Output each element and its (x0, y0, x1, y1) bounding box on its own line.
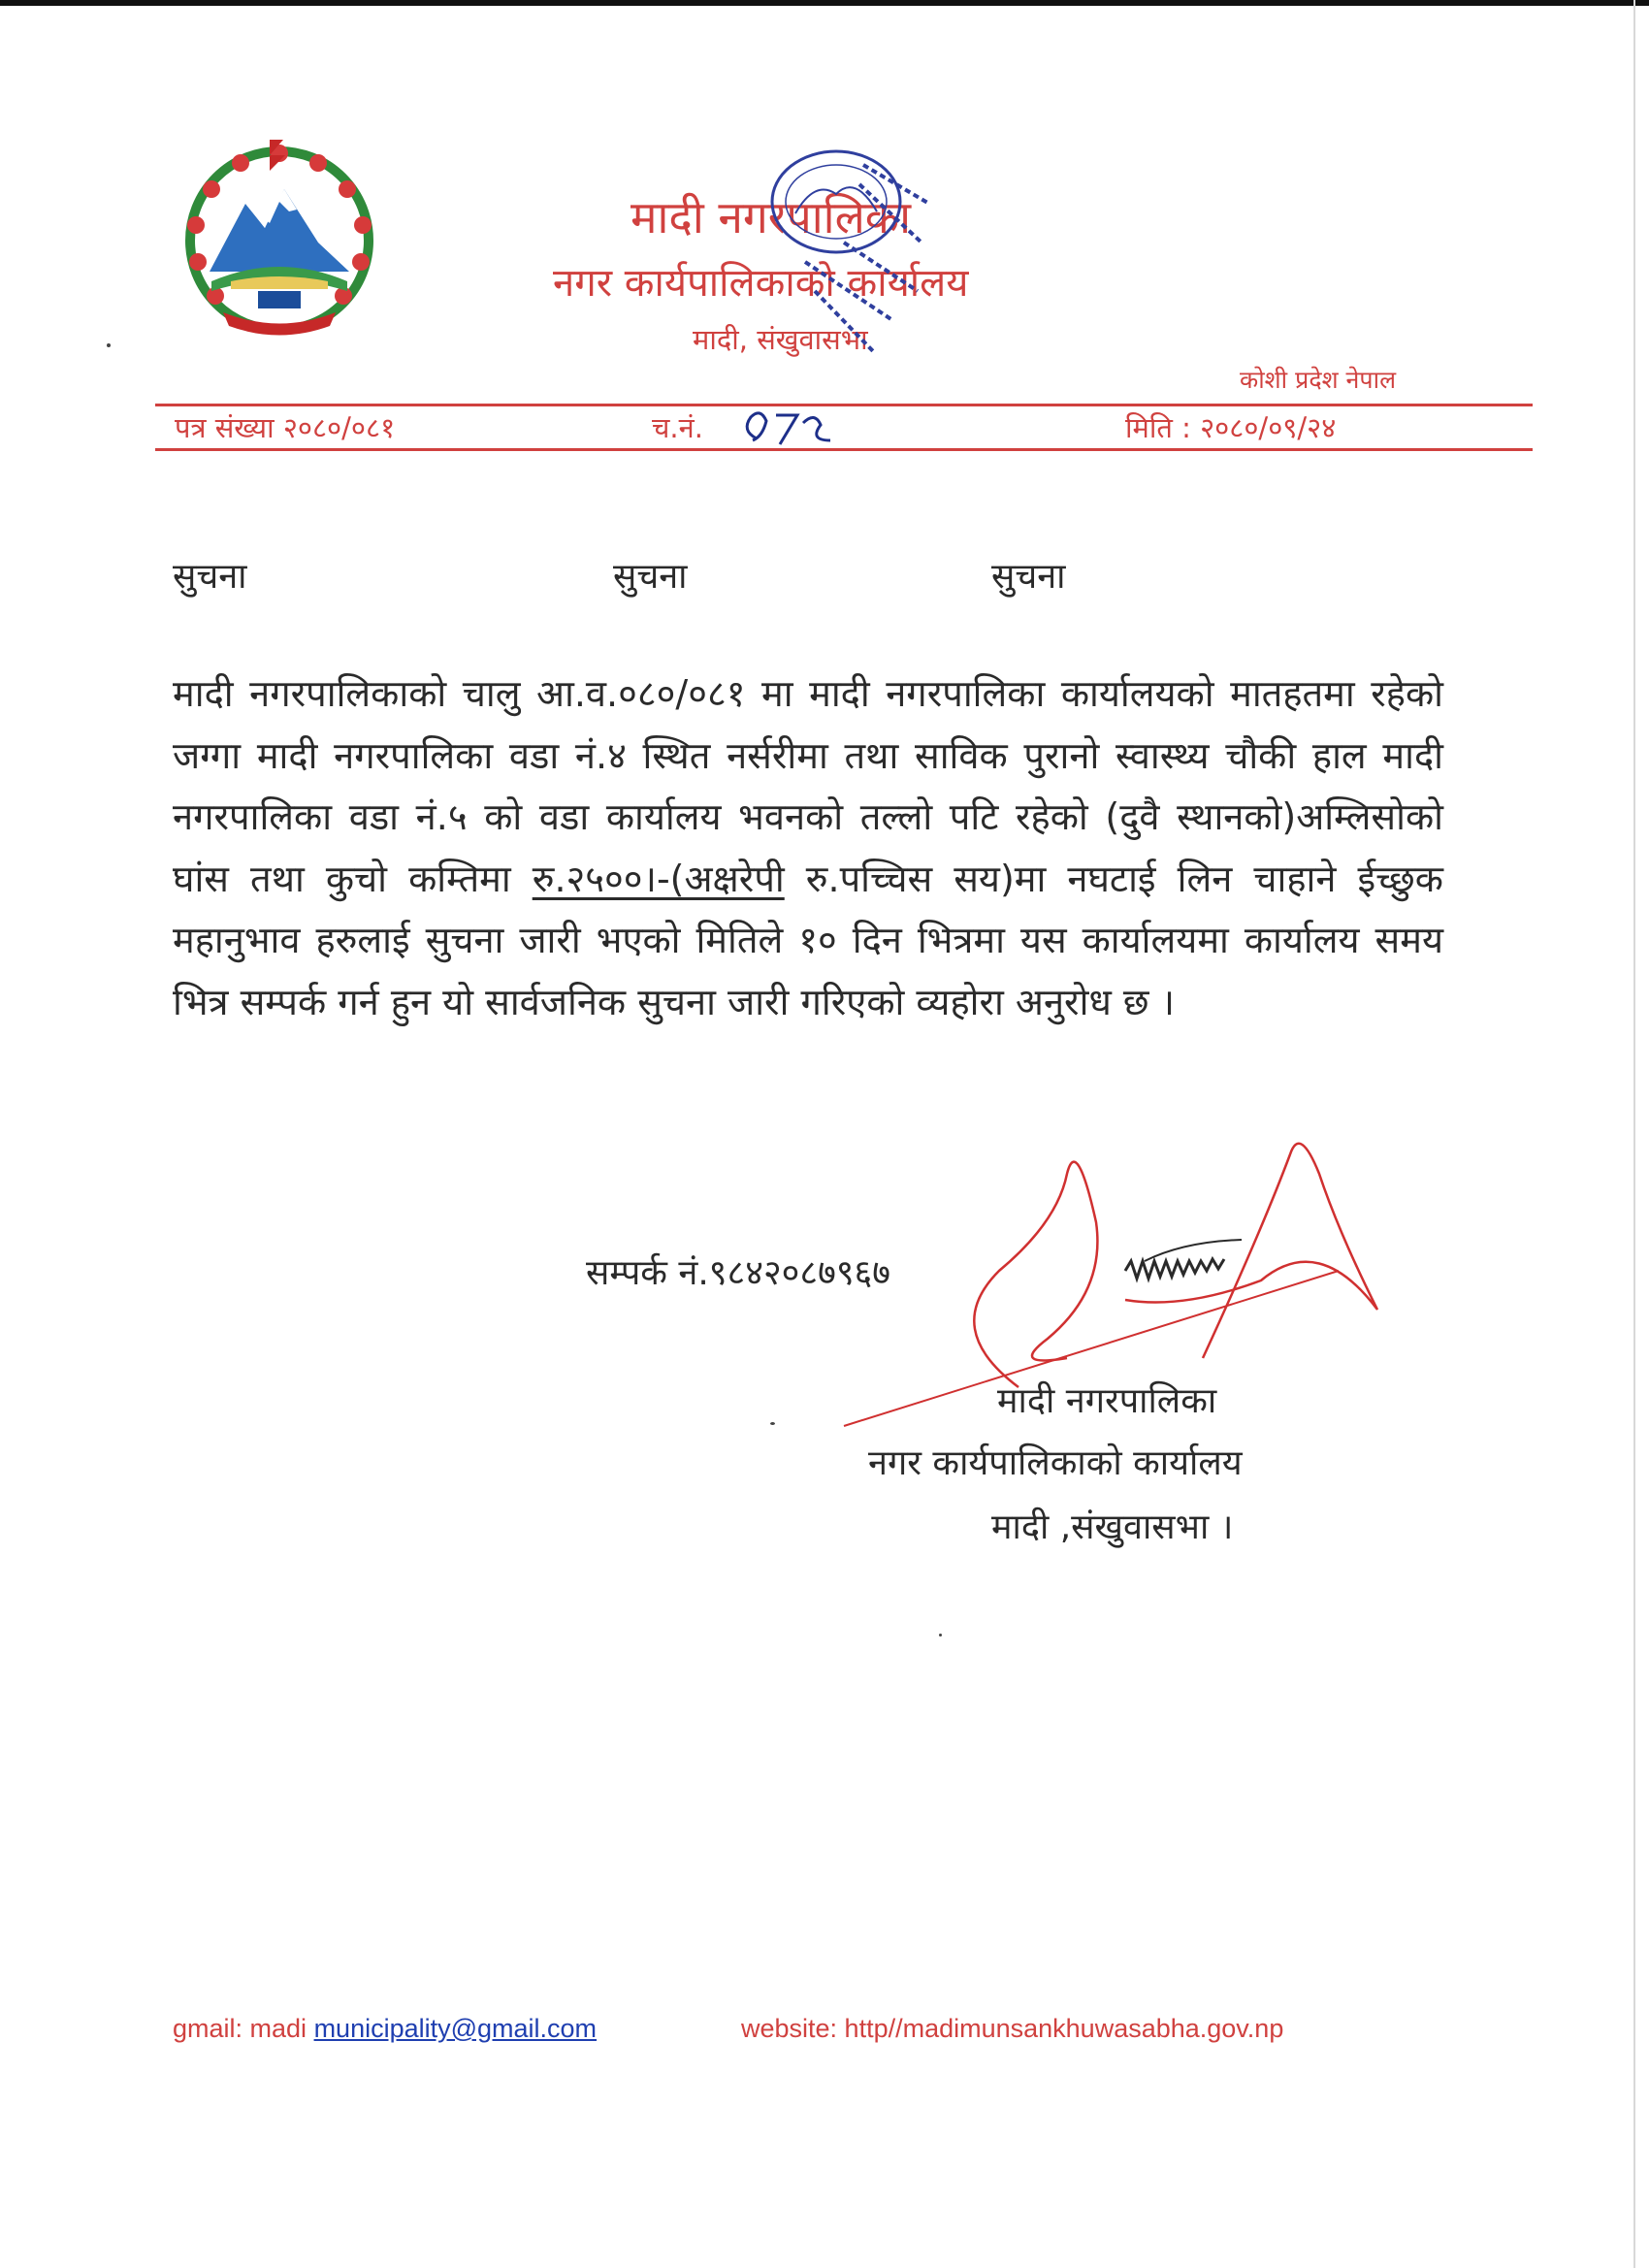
header-bottom-rule (155, 448, 1533, 451)
footer-website: website: http//madimunsankhuwasabha.gov.np (741, 2014, 1284, 2043)
scan-speck (107, 343, 111, 347)
scan-right-edge (1633, 0, 1635, 2268)
notice-heading: सुचना (173, 557, 247, 597)
notice-heading: सुचना (613, 557, 688, 597)
province-label: कोशी प्रदेश नेपाल (1240, 366, 1397, 394)
dispatch-number-handwritten (737, 402, 854, 452)
scan-speck (770, 1422, 775, 1425)
notice-heading: सुचना (991, 557, 1066, 597)
signatory-office: नगर कार्यपालिकाको कार्यालय (868, 1443, 1243, 1483)
scan-top-border (0, 0, 1649, 6)
footer-gmail (173, 2014, 597, 2044)
letter-date: मिति : २०८०/०९/२४ (1125, 411, 1337, 444)
body-text-part: मादी नगरपालिकाको चालु आ.व.०८०/०८१ मा मादी नगरपालिका कार्यालयको मातहतमा रहेको जग्गा मादी नगरपालिका वडा नं.४ स्थित नर्सरीमा तथा साविक पुरानो स्वास्थ्य चौकी हाल मादी नगरपालिका वडा नं.५ को वडा कार्यालय भवनको तल्लो पटि रहेको (दुवै स्थानको)अम्लिसोको घांस तथा कुचो कम्तिमा (173, 672, 1443, 900)
body-text-part: रु.पच्चिस सय)मा नघटाई लिन चाहाने ईच्छुक महानुभाव हरुलाई सुचना जारी भएको मितिले १० दिन भित्रमा यस कार्यालयमा कार्यालय समय भित्र सम्पर्क गर्न हुन यो सार्वजनिक सुचना जारी गरिएको व्यहोरा अनुरोध छ । (173, 857, 1443, 1023)
gmail-link[interactable]: municipality@gmail.com (313, 2014, 598, 2043)
letter-number: पत्र संख्या २०८०/०८१ (175, 411, 396, 444)
office-place: मादी, संखुवासभा (693, 323, 868, 356)
contact-number: सम्पर्क नं.९८४२०८७९६७ (586, 1253, 890, 1293)
signatory-municipality: मादी नगरपालिका (997, 1381, 1217, 1421)
municipality-name: मादी नगरपालिका (630, 191, 912, 243)
signatory-place: मादी ,संखुवासभा । (991, 1507, 1234, 1547)
office-name: नगर कार्यपालिकाको कार्यालय (553, 261, 969, 306)
nepal-emblem-icon (163, 136, 396, 344)
office-stamp-seal (747, 126, 941, 369)
gmail-prefix: gmail: madi (173, 2014, 307, 2043)
dispatch-number-label: च.नं. (652, 411, 703, 444)
notice-body (173, 664, 1443, 1033)
scan-speck (939, 1634, 942, 1636)
minimum-amount: रु.२५००।-(अक्षरेपी (532, 857, 785, 900)
